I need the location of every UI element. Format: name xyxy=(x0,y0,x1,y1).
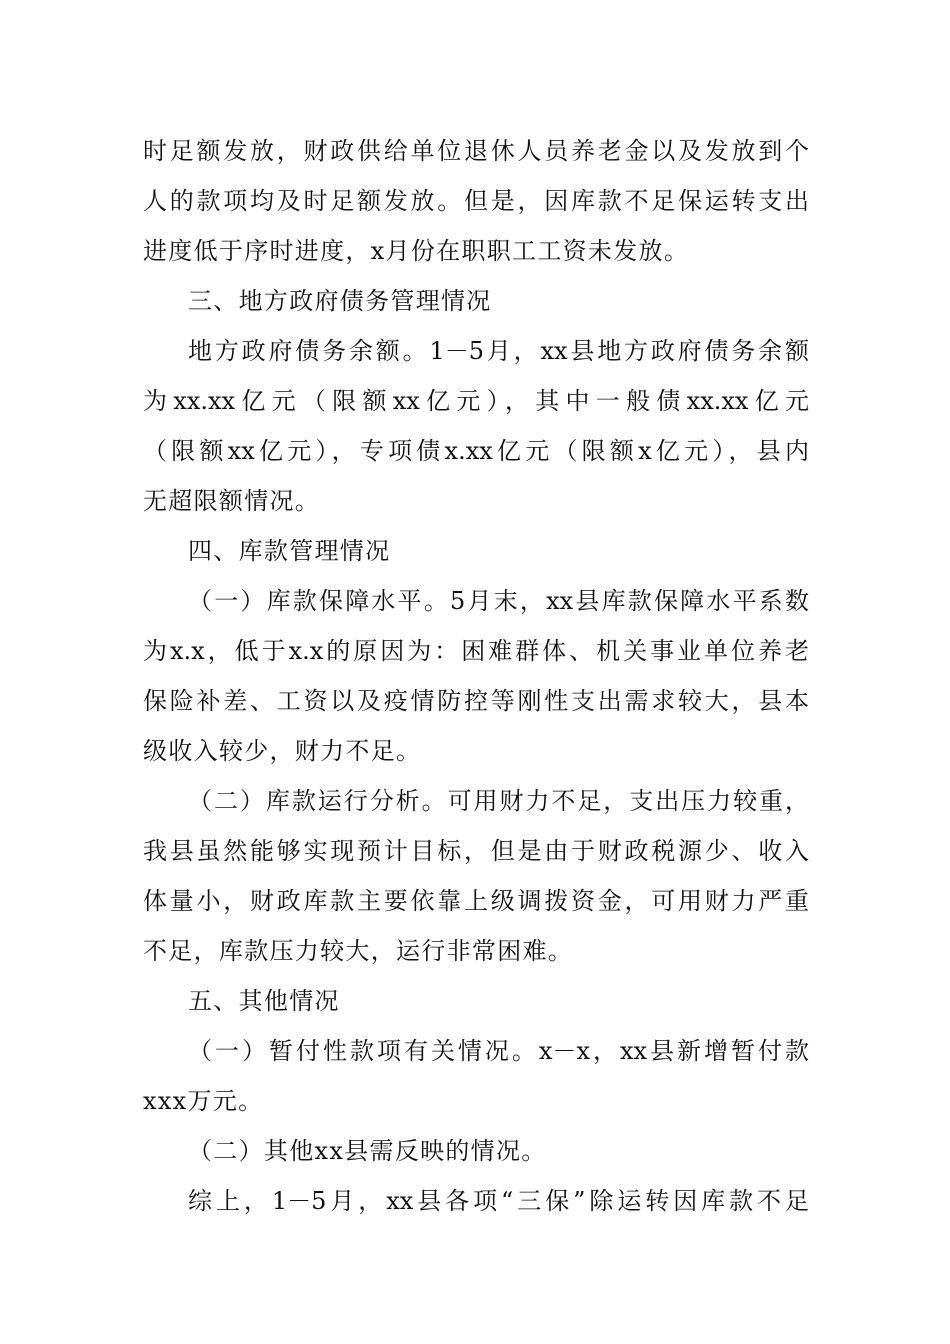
text-line: 进度低于序时进度，x月份在职职工工资未发放。 xyxy=(143,237,690,265)
text-line: 无超限额情况。 xyxy=(143,487,321,515)
text-line: 我县虽然能够实现预计目标，但是由于财政税源少、收入 xyxy=(143,837,809,865)
text-line: xxx万元。 xyxy=(143,1087,264,1115)
text-line: 体量小，财政库款主要依靠上级调拨资金，可用财力严重 xyxy=(143,887,809,915)
text-line: 级收入较少，财力不足。 xyxy=(143,737,422,765)
text-line: 不足，库款压力较大，运行非常困难。 xyxy=(143,937,574,965)
text-line: 为x.x，低于x.x的原因为：困难群体、机关事业单位养老 xyxy=(143,637,809,665)
text-line: 保险补差、工资以及疫情防控等刚性支出需求较大，县本 xyxy=(143,687,809,715)
text-line: （二）其他xx县需反映的情况。 xyxy=(188,1137,547,1165)
document-body xyxy=(143,126,809,1226)
section-heading: 五、其他情况 xyxy=(188,987,340,1015)
text-line: （一）暂付性款项有关情况。x－x，xx县新增暂付款 xyxy=(188,1037,809,1065)
section-heading: 三、地方政府债务管理情况 xyxy=(188,287,492,315)
text-line: （一）库款保障水平。5月末，xx县库款保障水平系数 xyxy=(188,587,809,615)
text-line: 地方政府债务余额。1－5月，xx县地方政府债务余额 xyxy=(188,337,809,365)
text-line: 为xx.xx亿元（限额xx亿元），其中一般债xx.xx亿元 xyxy=(143,387,809,415)
text-line: 时足额发放，财政供给单位退休人员养老金以及发放到个 xyxy=(143,137,809,165)
section-heading: 四、库款管理情况 xyxy=(188,537,391,565)
text-line: （二）库款运行分析。可用财力不足，支出压力较重， xyxy=(188,787,809,815)
text-line: 人的款项均及时足额发放。但是，因库款不足保运转支出 xyxy=(143,187,809,215)
text-line: （限额xx亿元），专项债x.xx亿元（限额x亿元），县内 xyxy=(143,437,809,465)
text-line: 综上，1－5月，xx县各项“三保”除运转因库款不足 xyxy=(188,1187,809,1215)
